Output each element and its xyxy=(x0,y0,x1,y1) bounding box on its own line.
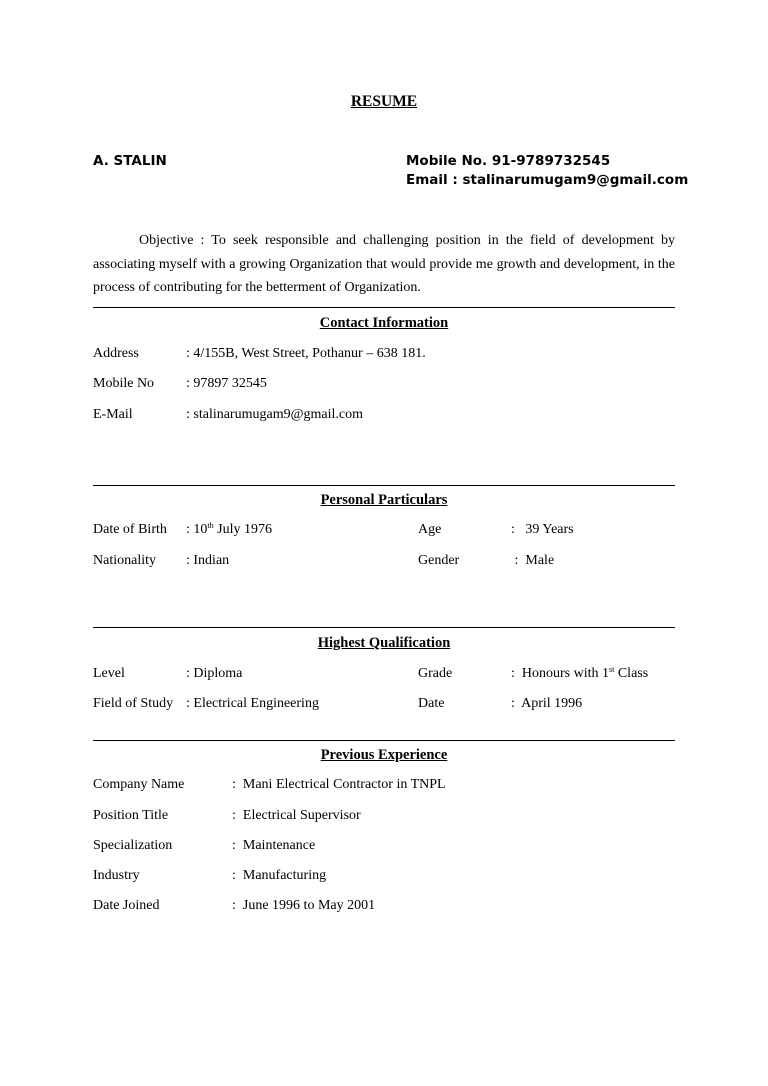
position-value: : Electrical Supervisor xyxy=(232,808,361,823)
header-mobile: Mobile No. 91-9789732545 xyxy=(406,153,611,169)
date-value: : April 1996 xyxy=(511,696,583,711)
mobile-label: Mobile No xyxy=(93,376,155,391)
contact-heading: Contact Information xyxy=(319,315,449,331)
specialization-value: : Maintenance xyxy=(232,838,316,853)
mobile-value: : 97897 32545 xyxy=(186,376,267,391)
grade-ordinal: st xyxy=(609,665,615,674)
specialization-label: Specialization xyxy=(93,838,173,853)
qualification-heading: Highest Qualification xyxy=(317,635,451,651)
section-divider xyxy=(93,307,675,308)
section-divider xyxy=(93,627,675,628)
level-label: Level xyxy=(93,666,125,681)
nationality-value: : Indian xyxy=(186,553,230,568)
objective-paragraph: Objective : To seek responsible and challenging position in the field of development by associating myself with a growing Organization that would provide me growth and development, in the process of contributing for the betterment of Organization. xyxy=(93,233,675,295)
industry-label: Industry xyxy=(93,868,140,883)
dob-value xyxy=(186,522,272,538)
age-label: Age xyxy=(418,522,442,537)
dob-day: : 10 xyxy=(186,522,208,537)
position-label: Position Title xyxy=(93,808,169,823)
email-label: E-Mail xyxy=(93,407,133,422)
nationality-label: Nationality xyxy=(93,553,156,568)
section-divider xyxy=(93,740,675,741)
grade-value xyxy=(511,666,648,682)
grade-label: Grade xyxy=(418,666,453,681)
date-joined-label: Date Joined xyxy=(93,898,160,913)
experience-heading: Previous Experience xyxy=(320,747,448,763)
gender-label: Gender xyxy=(418,553,460,568)
age-value: : 39 Years xyxy=(511,522,574,537)
dob-ordinal: th xyxy=(207,521,214,530)
email-value: : stalinarumugam9@gmail.com xyxy=(186,407,363,422)
field-value: : Electrical Engineering xyxy=(186,696,319,711)
field-label: Field of Study xyxy=(93,696,174,711)
gender-value: : Male xyxy=(511,553,555,568)
level-value: : Diploma xyxy=(186,666,243,681)
candidate-name: A. STALIN xyxy=(93,153,167,169)
company-label: Company Name xyxy=(93,777,185,792)
dob-label: Date of Birth xyxy=(93,522,167,537)
page-title: RESUME xyxy=(350,93,418,110)
grade-class: Class xyxy=(614,666,649,681)
company-value: : Mani Electrical Contractor in TNPL xyxy=(232,777,446,792)
dob-rest: July 1976 xyxy=(213,522,272,537)
date-joined-value: : June 1996 to May 2001 xyxy=(232,898,376,913)
header-email: Email : stalinarumugam9@gmail.com xyxy=(406,172,689,188)
date-label: Date xyxy=(418,696,445,711)
industry-value: : Manufacturing xyxy=(232,868,327,883)
address-value: : 4/155B, West Street, Pothanur – 638 181. xyxy=(186,346,426,361)
section-divider xyxy=(93,485,675,486)
grade-main: : Honours with 1 xyxy=(511,666,609,681)
personal-heading: Personal Particulars xyxy=(320,492,448,508)
address-label: Address xyxy=(93,346,139,361)
